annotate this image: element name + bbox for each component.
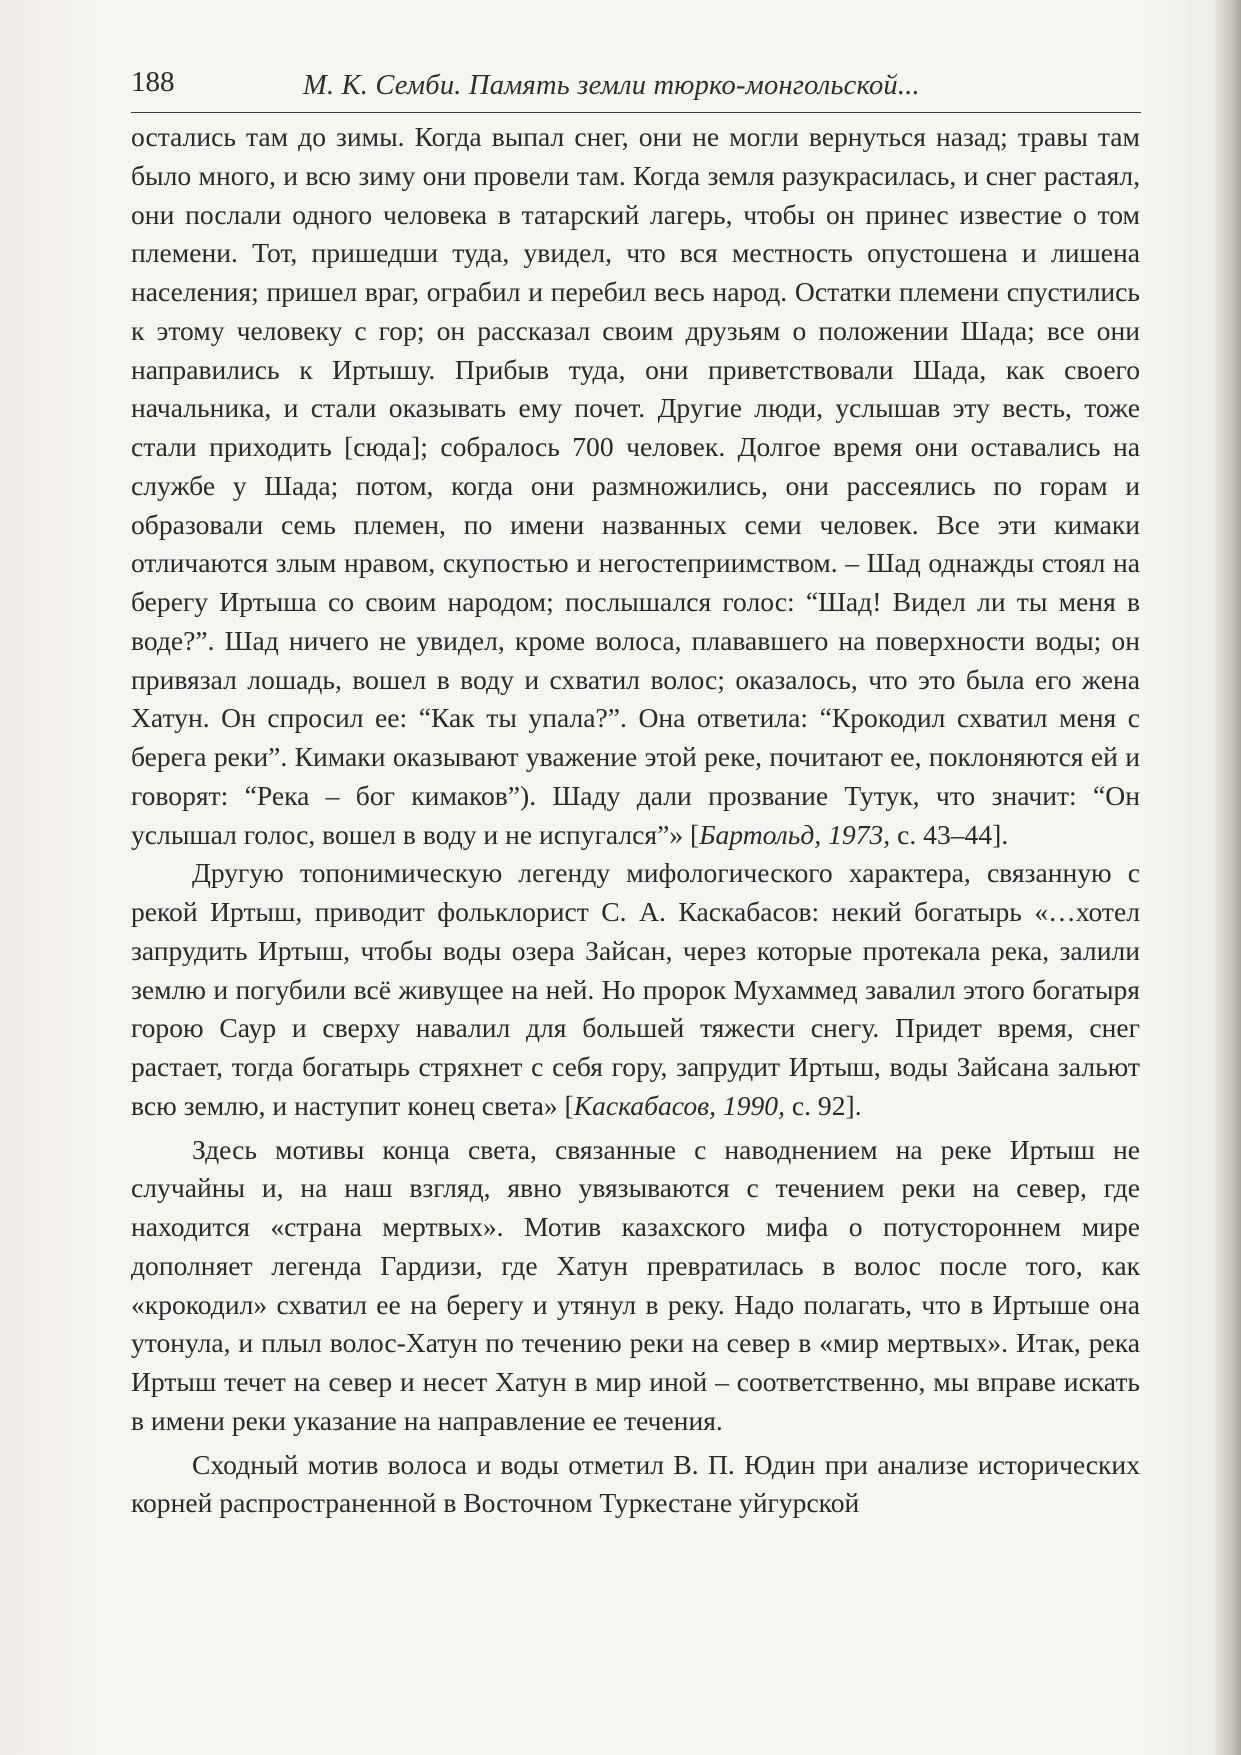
citation-author-1: Бартольд, 1973,: [699, 818, 891, 850]
paragraph-4: Сходный мотив волоса и воды отметил В. П. Юдин при анализе исторических корней распространенной в Восточном Туркестане уйгурской: [131, 1448, 1140, 1519]
paragraph-2-text: Другую топонимическую легенду мифологического характера, связанную с рекой Иртыш, приводит фольклорист С. А. Каскабасов: некий богатырь «…хотел запрудить Иртыш, чтобы воды озера Зайсан, через которые протекала река, залили землю и погубили всё живущее на ней. Но пророк Мухаммед завалил этого богатыря горою Саур и сверху навалил для большей тяжести снегу. Придет время, снег растает, тогда богатырь стряхнет с себя гору, запрудит Иртыш, воды Зайсана зальют всю землю, и наступит конец света» [: [131, 857, 1140, 1121]
citation-pages-2: с. 92].: [784, 1089, 862, 1121]
citation-author-2: Каскабасов, 1990,: [573, 1089, 785, 1121]
paragraph-3: Здесь мотивы конца света, связанные с наводнением на реке Иртыш не случайны и, на наш взгляд, явно увязываются с течением реки на север, где находится «страна мертвых». Мотив казахского мифа о потустороннем мире дополняет легенда Гардизи, где Хатун превратилась в волос после того, как «крокодил» схватил ее на берегу и утянул в реку. Надо полагать, что в Иртыше она утонула, и плыл волос-Хатун по течению реки на север в «мир мертвых». Итак, река Иртыш течет на север и несет Хатун в мир иной – соответственно, мы вправе искать в имени реки указание на направление ее течения.: [131, 1133, 1140, 1436]
page-number: 188: [131, 66, 175, 98]
citation-pages-1: с. 43–44].: [890, 818, 1009, 850]
running-title: М. К. Семби. Память земли тюрко-монгольской...: [303, 70, 920, 101]
paragraph-1: [131, 118, 1140, 854]
paragraph-1-text: остались там до зимы. Когда выпал снег, они не могли вернуться назад; травы там было много, и всю зиму они провели там. Когда земля разукрасилась, и снег растаял, они послали одного человека в татарский лагерь, чтобы он принес известие о том племени. Тот, пришедши туда, увидел, что вся местность опустошена и лишена населения; пришел враг, ограбил и перебил весь народ. Остатки племени спустились к этому человеку с гор; он рассказал своим друзьям о положении Шада; все они направились к Иртышу. Прибыв туда, они приветствовали Шада, как своего начальника, и стали оказывать ему почет. Другие люди, услышав эту весть, тоже стали приходить [сюда]; собралось 700 человек. Долгое время они оставались на службе у Шада; потом, когда они размножились, они рассеялись по горам и образовали семь племен, по имени названных семи человек. Все эти кимаки отличаются злым нравом, скупостью и негостеприимством. – Шад однажды стоял на берегу Иртыша со своим народом; послышался голос: “Шад! Видел ли ты меня в воде?”. Шад ничего не увидел, кроме волоса, плававшего на поверхности воды; он привязал лошадь, вошел в воду и схватил волос; оказалось, что это была его жена Хатун. Он спросил ее: “Как ты упала?”. Она ответила: “Крокодил схватил меня с берега реки”. Кимаки оказывают уважение этой реке, почитают ее, поклоняются ей и говорят: “Река – бог кимаков”). Шаду дали прозвание Тутук, что значит: “Он услышал голос, вошел в воду и не испугался”» [: [131, 121, 1140, 850]
paragraph-2: [131, 854, 1140, 1125]
page-header: [131, 64, 1141, 113]
page-edge-shadow: [1215, 0, 1241, 1755]
body-text: [131, 118, 1140, 1523]
